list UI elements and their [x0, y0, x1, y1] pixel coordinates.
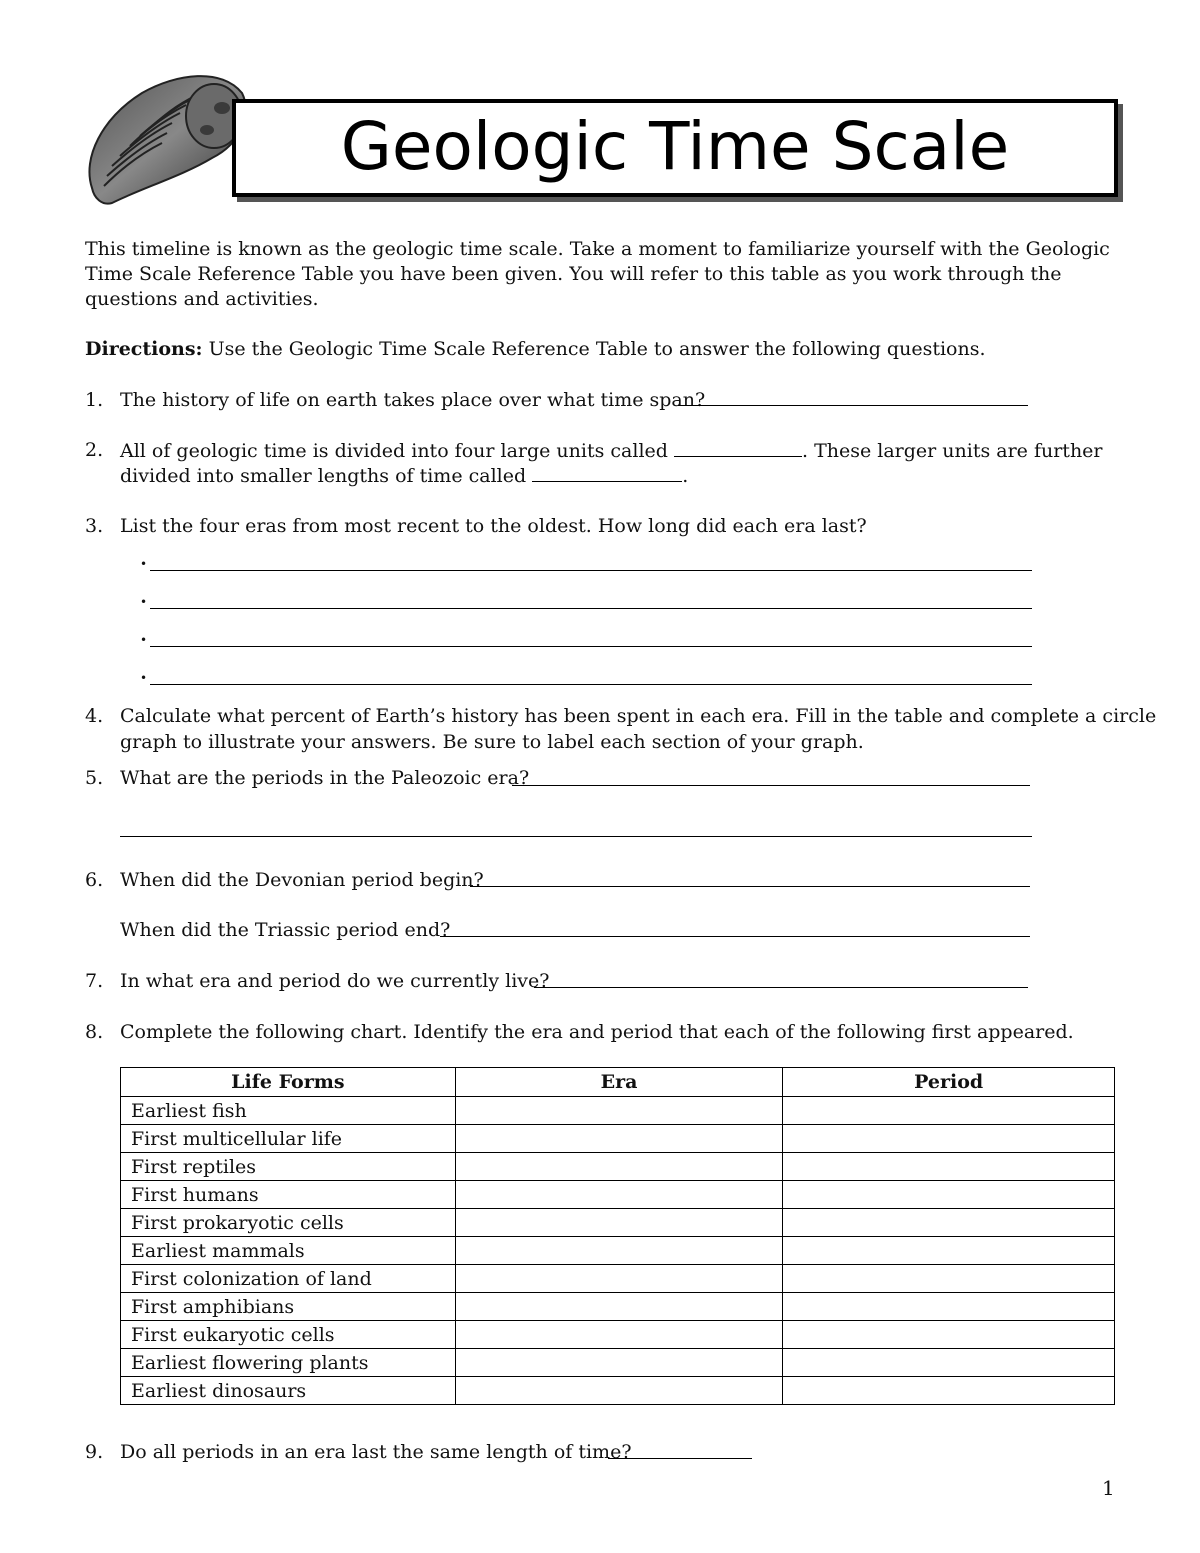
answer-line[interactable]	[150, 570, 1032, 571]
question-number: 5.	[85, 767, 104, 789]
directions-label: Directions:	[85, 338, 203, 360]
era-answer-cell[interactable]	[455, 1209, 783, 1237]
life-form-cell: Earliest dinosaurs	[121, 1377, 456, 1405]
question-5	[85, 766, 1120, 792]
era-answer-cell[interactable]	[455, 1125, 783, 1153]
period-answer-cell[interactable]	[783, 1237, 1115, 1265]
table-row	[121, 1293, 1115, 1321]
question-number: 3.	[85, 515, 104, 537]
question-1	[85, 388, 1120, 414]
bullet: •	[140, 595, 148, 609]
life-form-cell: First reptiles	[121, 1153, 456, 1181]
question-9	[85, 1440, 1120, 1466]
intro-paragraph: This timeline is known as the geologic time scale. Take a moment to familiarize yourself with the Geologic Time Scale Reference Table you have been given. You will refer to this table as you work through the questions and activities.	[85, 238, 1110, 310]
answer-line[interactable]	[512, 785, 1030, 786]
question-2	[85, 438, 1120, 464]
life-form-cell: Earliest flowering plants	[121, 1349, 456, 1377]
directions-text: Use the Geologic Time Scale Reference Table to answer the following questions.	[208, 338, 986, 360]
era-answer-cell[interactable]	[455, 1265, 783, 1293]
era-answer-cell[interactable]	[455, 1153, 783, 1181]
bullet: •	[140, 671, 148, 685]
column-header: Life Forms	[121, 1068, 456, 1097]
era-answer-cell[interactable]	[455, 1293, 783, 1321]
question-text: What are the periods in the Paleozoic era?	[120, 767, 530, 789]
question-text: Calculate what percent of Earth’s history has been spent in each era. Fill in the table and complete a circle	[120, 705, 1157, 727]
table-row	[121, 1321, 1115, 1349]
question-text: In what era and period do we currently live?	[120, 970, 550, 992]
answer-line[interactable]	[150, 646, 1032, 647]
era-answer-cell[interactable]	[455, 1237, 783, 1265]
bullet: •	[140, 557, 148, 571]
era-answer-cell[interactable]	[455, 1097, 783, 1125]
life-form-cell: Earliest mammals	[121, 1237, 456, 1265]
bullet: •	[140, 633, 148, 647]
life-form-cell: First amphibians	[121, 1293, 456, 1321]
directions	[85, 337, 1120, 362]
table-header-row	[121, 1068, 1115, 1097]
era-answer-cell[interactable]	[455, 1181, 783, 1209]
table-row	[121, 1125, 1115, 1153]
answer-blank[interactable]	[532, 463, 682, 482]
question-7	[85, 969, 1120, 995]
question-number: 1.	[85, 389, 104, 411]
table-row	[121, 1265, 1115, 1293]
question-text: graph to illustrate your answers. Be sure to label each section of your graph.	[120, 731, 864, 753]
period-answer-cell[interactable]	[783, 1321, 1115, 1349]
page-title: Geologic Time Scale	[340, 108, 1010, 185]
table-row	[121, 1237, 1115, 1265]
table-row	[121, 1349, 1115, 1377]
answer-line[interactable]	[150, 684, 1032, 685]
question-number: 9.	[85, 1441, 104, 1463]
table-row	[121, 1209, 1115, 1237]
table-row	[121, 1153, 1115, 1181]
question-2-continued: divided into smaller lengths of time called .	[120, 465, 689, 487]
period-answer-cell[interactable]	[783, 1153, 1115, 1181]
life-form-cell: First multicellular life	[121, 1125, 456, 1153]
page-number: 1	[1102, 1476, 1115, 1500]
life-forms-table	[120, 1067, 1115, 1405]
answer-blank[interactable]	[674, 438, 802, 457]
life-form-cell: First humans	[121, 1181, 456, 1209]
answer-line[interactable]	[678, 405, 1028, 406]
life-form-cell: Earliest fish	[121, 1097, 456, 1125]
question-number: 4.	[85, 705, 104, 727]
table-row	[121, 1181, 1115, 1209]
period-answer-cell[interactable]	[783, 1209, 1115, 1237]
life-form-cell: First colonization of land	[121, 1265, 456, 1293]
question-text: When did the Devonian period begin?	[120, 869, 484, 891]
question-number: 6.	[85, 869, 104, 891]
life-form-cell: First eukaryotic cells	[121, 1321, 456, 1349]
column-header: Era	[455, 1068, 783, 1097]
answer-line[interactable]	[608, 1458, 752, 1459]
question-text: Do all periods in an era last the same length of time?	[120, 1441, 632, 1463]
period-answer-cell[interactable]	[783, 1349, 1115, 1377]
question-text: When did the Triassic period end?	[120, 919, 451, 941]
era-answer-cell[interactable]	[455, 1377, 783, 1405]
period-answer-cell[interactable]	[783, 1125, 1115, 1153]
period-answer-cell[interactable]	[783, 1293, 1115, 1321]
question-number: 7.	[85, 970, 104, 992]
answer-line[interactable]	[470, 886, 1030, 887]
question-text: List the four eras from most recent to the oldest. How long did each era last?	[120, 515, 867, 537]
question-number: 2.	[85, 439, 104, 461]
answer-line[interactable]	[440, 936, 1030, 937]
table-row	[121, 1097, 1115, 1125]
answer-line[interactable]	[534, 987, 1028, 988]
question-6	[85, 868, 1120, 894]
answer-line[interactable]	[150, 608, 1032, 609]
period-answer-cell[interactable]	[783, 1181, 1115, 1209]
era-answer-cell[interactable]	[455, 1349, 783, 1377]
life-form-cell: First prokaryotic cells	[121, 1209, 456, 1237]
trilobite-fossil-icon	[82, 68, 252, 208]
title-banner	[232, 99, 1118, 197]
period-answer-cell[interactable]	[783, 1265, 1115, 1293]
table-row	[121, 1377, 1115, 1405]
question-number: 8.	[85, 1021, 104, 1043]
question-6b	[85, 918, 1120, 944]
question-text: Complete the following chart. Identify the era and period that each of the following first appeared.	[120, 1021, 1074, 1043]
question-text: The history of life on earth takes place over what time span?	[120, 389, 706, 411]
answer-line[interactable]	[120, 836, 1032, 837]
period-answer-cell[interactable]	[783, 1377, 1115, 1405]
era-answer-cell[interactable]	[455, 1321, 783, 1349]
column-header: Period	[783, 1068, 1115, 1097]
question-8	[85, 1020, 1120, 1046]
question-text: All of geologic time is divided into four large units called . These larger units are further	[120, 440, 1103, 462]
question-4	[85, 704, 1157, 756]
question-3	[85, 514, 1120, 540]
period-answer-cell[interactable]	[783, 1097, 1115, 1125]
